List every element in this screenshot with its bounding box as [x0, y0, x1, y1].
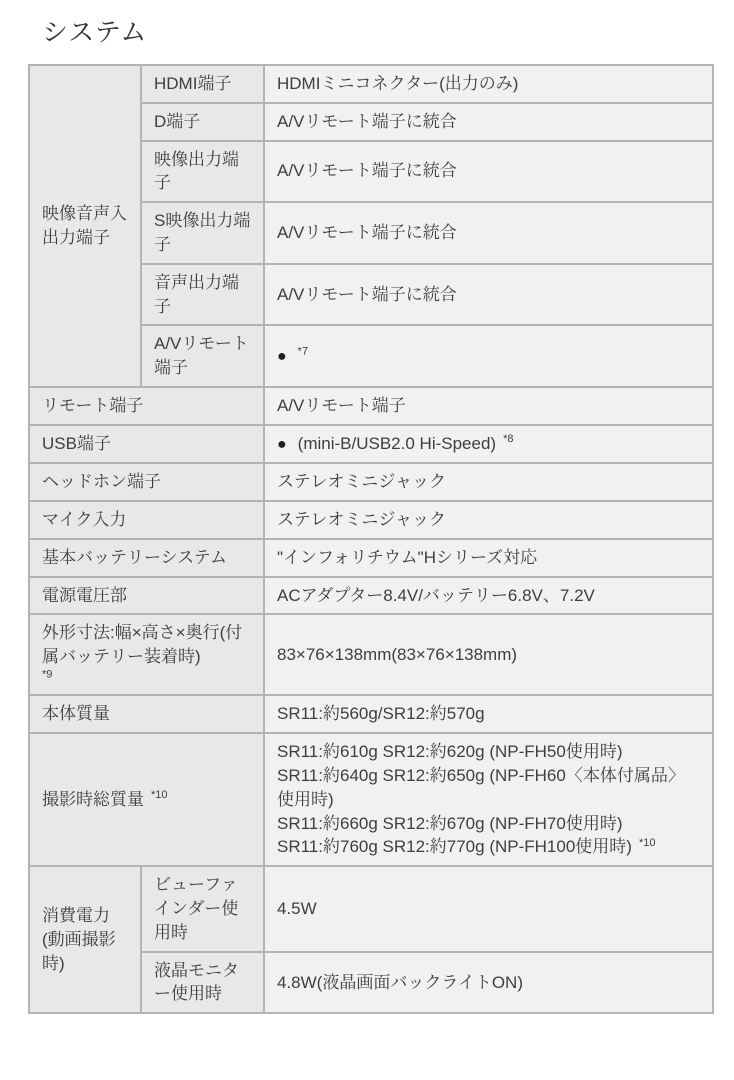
row-lcd-monitor-value: 4.8W(液晶画面バックライトON) [264, 952, 713, 1014]
row-headphone-label: ヘッドホン端子 [29, 463, 264, 501]
table-row [29, 733, 713, 866]
row-dimensions-value: 83×76×138mm(83×76×138mm) [264, 614, 713, 695]
total-weight-line [277, 835, 700, 859]
row-dimensions-label [29, 614, 264, 695]
table-row [29, 463, 713, 501]
row-body-weight-value: SR11:約560g/SR12:約570g [264, 695, 713, 733]
dimensions-label-text: 外形寸法:幅×高さ×奥行(付属バッテリー装着時) [42, 623, 243, 667]
row-s-video-out-value: A/Vリモート端子に統合 [264, 202, 713, 264]
row-av-group-label: 映像音声入出力端子 [29, 65, 141, 387]
table-row [29, 387, 713, 425]
page-title: システム [42, 17, 148, 47]
table-row [29, 65, 713, 103]
bullet-dot-icon: ● [277, 435, 287, 453]
row-headphone-value: ステレオミニジャック [264, 463, 713, 501]
table-row [29, 614, 713, 695]
footnote-8: *8 [503, 433, 514, 446]
row-video-out-value: A/Vリモート端子に統合 [264, 141, 713, 203]
row-remote-value: A/Vリモート端子 [264, 387, 713, 425]
row-viewfinder-label: ビューファインダー使用時 [141, 866, 264, 951]
row-total-weight-value [264, 733, 713, 866]
footnote-9: *9 [42, 668, 53, 681]
row-power-voltage-label: 電源電圧部 [29, 577, 264, 615]
row-lcd-monitor-label: 液晶モニター使用時 [141, 952, 264, 1014]
total-weight-line: SR11:約610g SR12:約620g (NP-FH50使用時) [277, 742, 623, 762]
row-battery-system-label: 基本バッテリーシステム [29, 539, 264, 577]
row-body-weight-label: 本体質量 [29, 695, 264, 733]
row-video-out-label: 映像出力端子 [141, 141, 264, 203]
row-viewfinder-value: 4.5W [264, 866, 713, 951]
row-d-terminal-value: A/Vリモート端子に統合 [264, 103, 713, 141]
row-usb-value [264, 425, 713, 463]
table-row [29, 501, 713, 539]
footnote-7: *7 [297, 345, 309, 358]
row-mic-value: ステレオミニジャック [264, 501, 713, 539]
row-audio-out-label: 音声出力端子 [141, 264, 264, 326]
table-row [29, 866, 713, 951]
row-audio-out-value: A/Vリモート端子に統合 [264, 264, 713, 326]
usb-value-text: (mini-B/USB2.0 Hi-Speed) [297, 433, 497, 453]
table-row [29, 577, 713, 615]
row-total-weight-label [29, 733, 264, 866]
row-power-voltage-value: ACアダプター8.4V/バッテリー6.8V、7.2V [264, 577, 713, 615]
bullet-dot-icon: ● [277, 347, 287, 365]
table-row [29, 695, 713, 733]
table-row [29, 539, 713, 577]
footnote-10: *10 [638, 836, 656, 849]
row-s-video-out-label: S映像出力端子 [141, 202, 264, 264]
row-usb-label: USB端子 [29, 425, 264, 463]
system-spec-table [28, 64, 714, 1014]
total-weight-line: SR11:約640g SR12:約650g (NP-FH60〈本体付属品〉使用時) [277, 766, 685, 809]
table-row [29, 425, 713, 463]
row-power-consumption-label: 消費電力(動画撮影時) [29, 866, 141, 1013]
total-weight-line-text: SR11:約760g SR12:約770g (NP-FH100使用時) [277, 837, 632, 857]
row-hdmi-value: HDMIミニコネクター(出力のみ) [264, 65, 713, 103]
row-battery-system-value: "インフォリチウム"Hシリーズ対応 [264, 539, 713, 577]
row-hdmi-label: HDMI端子 [141, 65, 264, 103]
row-av-remote-label: A/Vリモート端子 [141, 325, 264, 387]
total-weight-line: SR11:約660g SR12:約670g (NP-FH70使用時) [277, 813, 623, 833]
row-mic-label: マイク入力 [29, 501, 264, 539]
dimensions-footnote-line [42, 669, 251, 689]
row-av-remote-value [264, 325, 713, 387]
total-weight-label-text: 撮影時総質量 [42, 789, 144, 809]
row-d-terminal-label: D端子 [141, 103, 264, 141]
footnote-10: *10 [151, 789, 168, 802]
row-remote-label: リモート端子 [29, 387, 264, 425]
